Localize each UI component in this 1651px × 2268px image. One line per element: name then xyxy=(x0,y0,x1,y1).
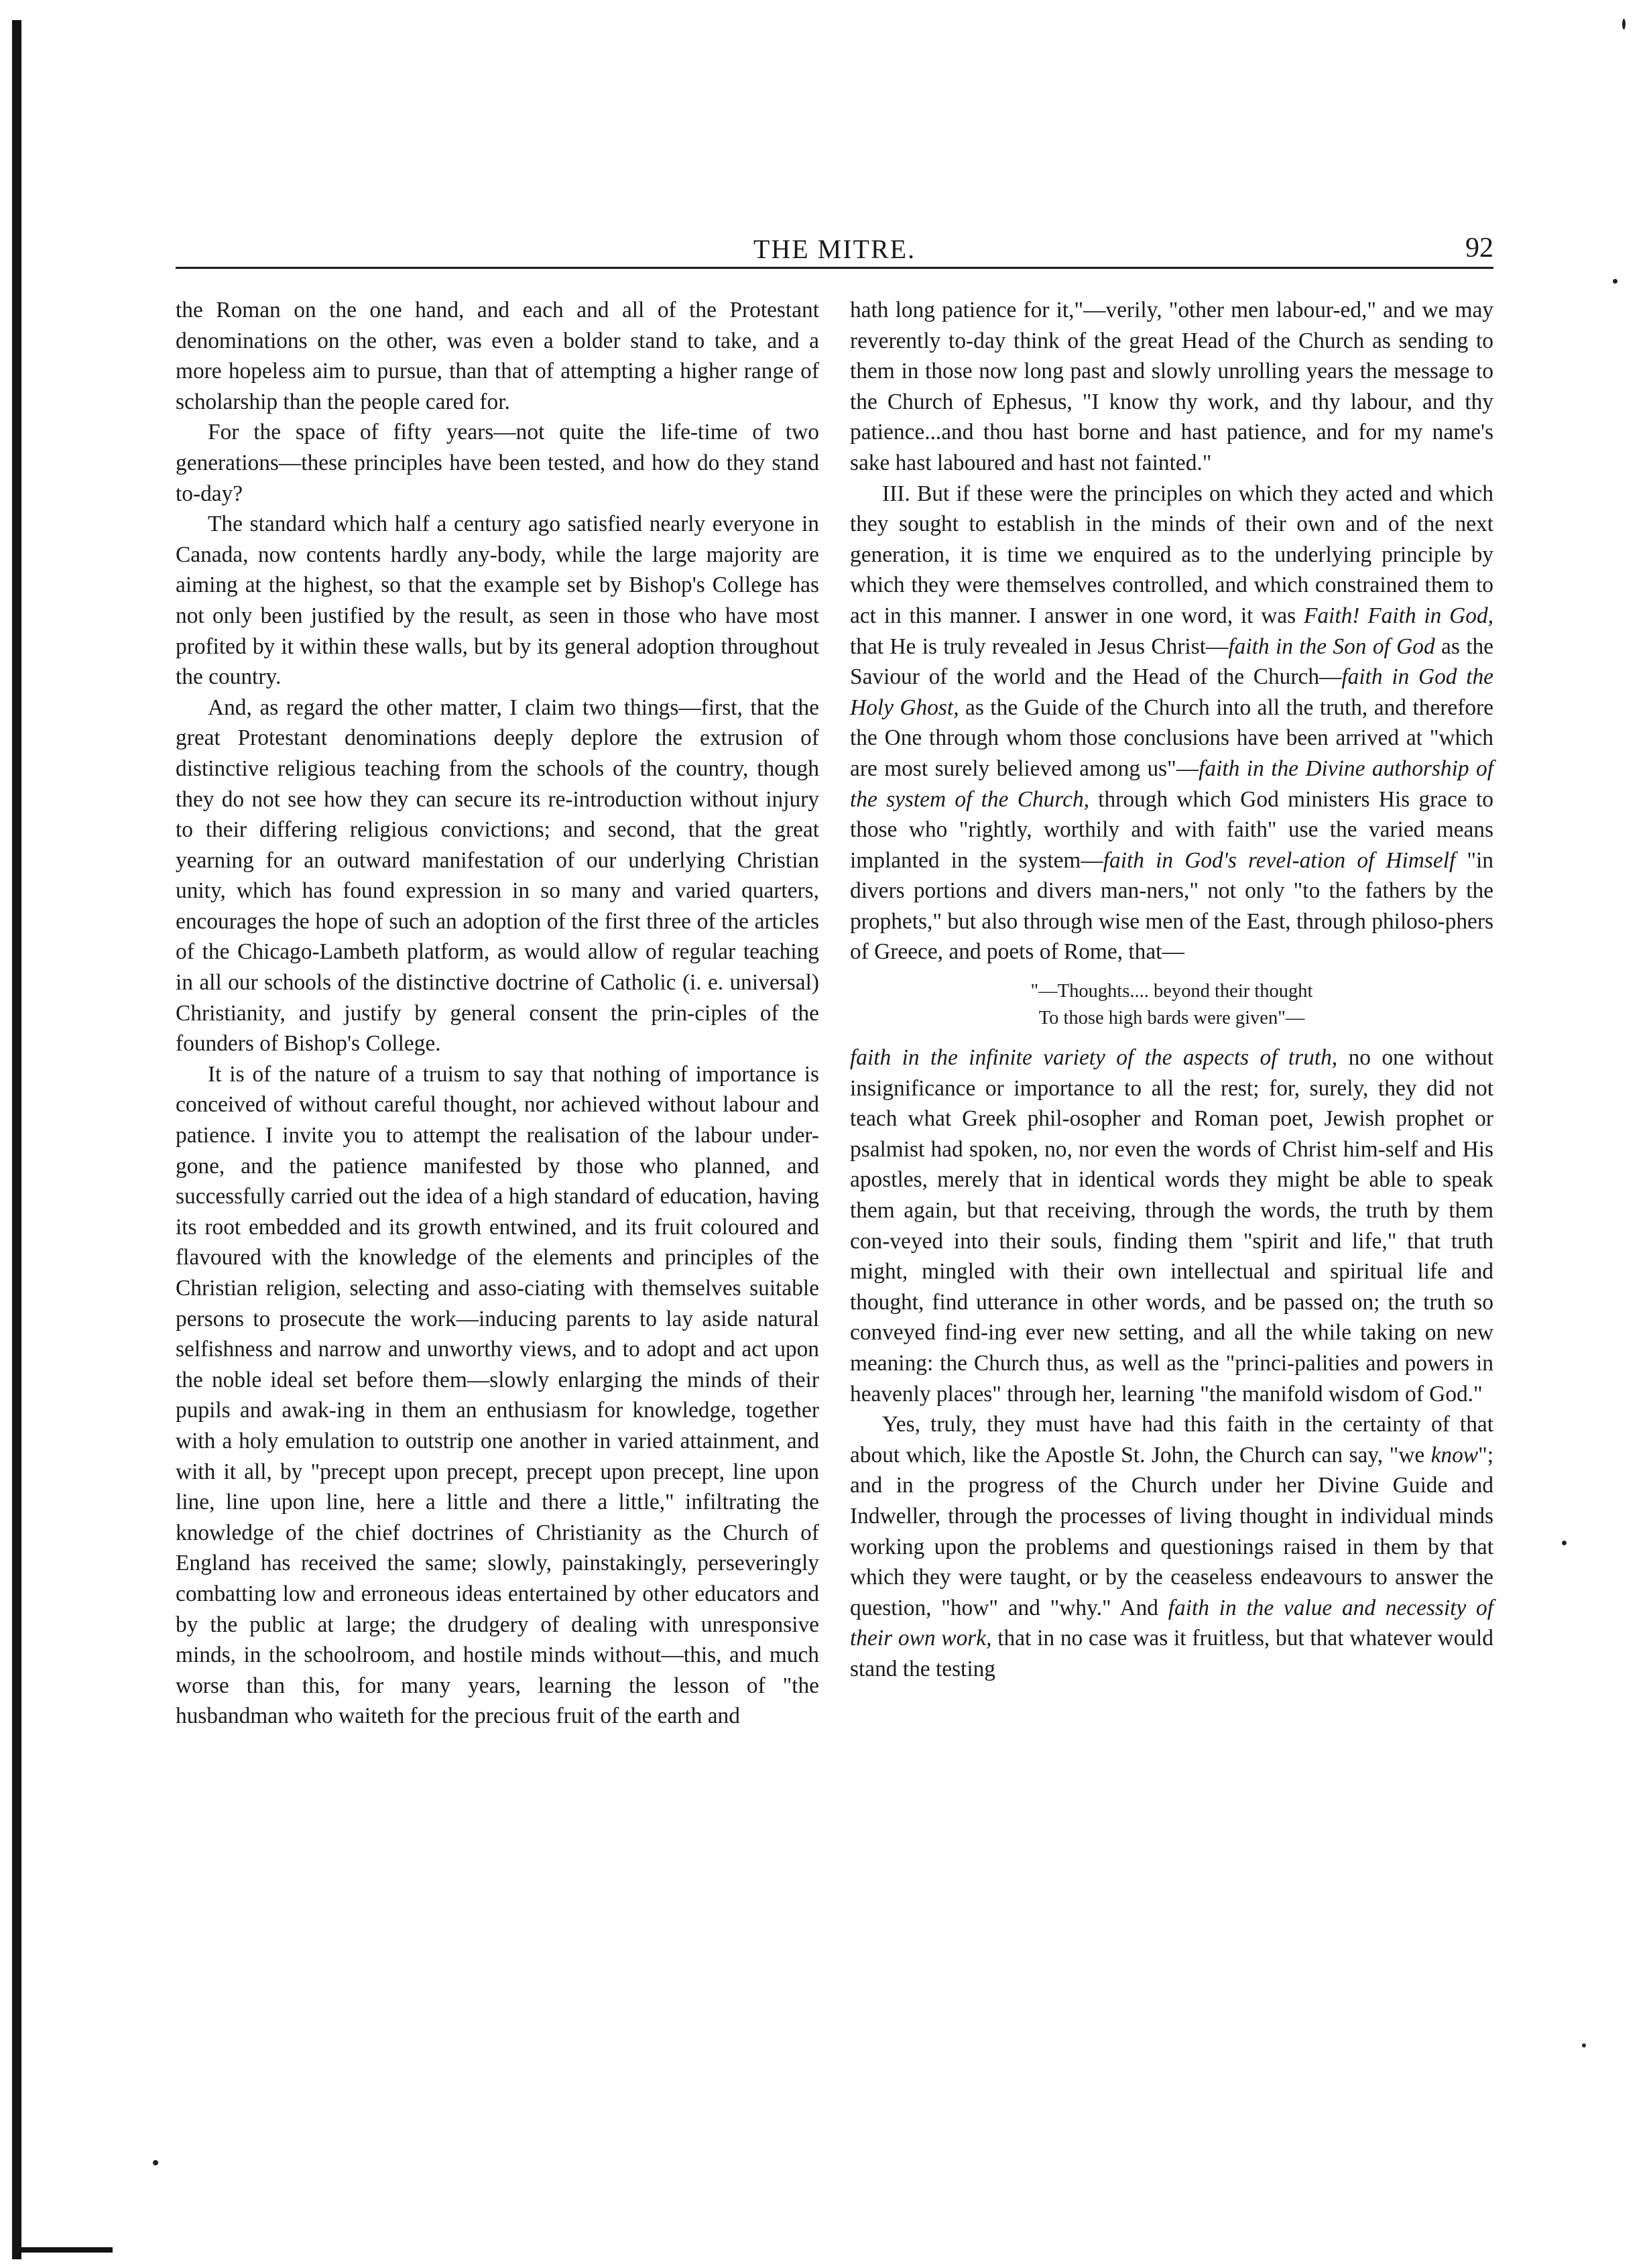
paragraph xyxy=(850,479,1493,968)
paragraph xyxy=(850,1409,1493,1684)
speck xyxy=(1613,279,1617,284)
text-run: Yes, truly, they must have had this faith in the certainty of that about which, like the Apostle St. John, the Church can say, "we xyxy=(850,1412,1493,1468)
paragraph: And, as regard the other matter, I claim two things—first, that the great Protestant denominations deeply deplore the extrusion of distinctive religious teaching from the schools of the country, though they do not see how they can secure its re-introduction without injury to their differing religious convictions; and second, that the great yearning for an outward manifestation of our underlying Christian unity, which has found expression in so many and varied quarters, encourages the hope of such an adoption of the first three of the articles of the Chicago-Lambeth platform, as would allow of regular teaching in all our schools of the distinctive doctrine of Catholic (i. e. universal) Christianity, and justify by general consent the prin-ciples of the founders of Bishop's College. xyxy=(176,695,819,1057)
paragraph xyxy=(850,1042,1493,1409)
text-run: as the Saviour of the world and the Head of the Church— xyxy=(850,634,1493,690)
speck xyxy=(1582,2043,1586,2047)
paragraph: It is of the nature of a truism to say that nothing of importance is conceived of without careful thought, nor achieved without labour and patience. I invite you to attempt the realisation of the labour under-gone, and the patience manifested by those who planned, and successfully carried out the idea of a high standard of education, having its root embedded and its growth entwined, and its fruit coloured and flavoured with the knowledge of the elements and principles of the Christian religion, selecting and asso-ciating with themselves suitable persons to prosecute the work—inducing parents to lay aside natural selfishness and narrow and unworthy views, and to adopt and act upon the noble ideal set before them—slowly enlarging the minds of their pupils and awak-ing in them an enthusiasm for knowledge, together with a holy emulation to outstrip one another in varied attainment, and with it all, by "precept upon precept, precept upon precept, line upon line, line upon line, here a little and there a little," infiltrating the knowledge of the chief doctrines of Christianity as the Church of England has received the same; slowly, painstakingly, perseveringly combatting low and erroneous ideas entertained by other educators and by the public at large; the drudgery of dealing with unresponsive minds, in the schoolroom, and hostile minds without—this, and much worse than this, for many years, learning the lesson of "the husbandman who waiteth for the precious fruit of the earth and xyxy=(176,1061,819,1729)
verse-quote xyxy=(850,978,1493,1032)
verse-line: "—Thoughts.... beyond their thought xyxy=(1030,981,1313,1002)
text-run: as the Guide of the Church into all the truth, and therefore the One through whom those conclusions have been arrived at "which are most surely believed among us"— xyxy=(850,695,1493,781)
right-column xyxy=(850,295,1493,1685)
italic-run: faith in God the Holy Ghost, xyxy=(850,664,1493,720)
paragraph: The standard which half a century ago satisfied nearly everyone in Canada, now contents hardly any-body, while the large majority are aiming at the highest, so that the example set by Bishop's College has not only been justified by the result, as seen in those who have most profited by it within these walls, but by its general adoption throughout the country. xyxy=(176,512,819,690)
italic-run: faith in God's revel-ation of Himself xyxy=(1103,847,1456,873)
italic-run: faith in the value and necessity of their own work, xyxy=(850,1595,1493,1651)
speck xyxy=(1562,1541,1567,1545)
text-run: that in no case was it fruitless, but that whatever would stand the testing xyxy=(850,1626,1493,1681)
text-run: no one without insignificance or importance to all the rest; for, surely, they did not teach what Greek phil-osopher and Roman poet, Jewish prophet or psalmist had spoken, no, nor even the words of Christ him-self and His apostles, merely that in identical words they might be able to speak them again, but that receiving, through the words, the truth by them con-veyed into their souls, finding them "spirit and life," that truth might, mingled with their own intellectual and spiritual life and thought, find utterance in other words, and be passed on; the truth so conveyed find-ing ever new setting, and all the while taking on new meaning: the Church thus, as well as the "princi-palities and powers in heavenly places" through her, learning "the manifold wisdom of God." xyxy=(850,1045,1493,1407)
speck xyxy=(1622,19,1626,29)
left-column xyxy=(176,295,819,1732)
text-run: "; and in the progress of the Church under her Divine Guide and Indweller, through the processes of living thought in individual minds working upon the problems and questionings raised in them by that which they were taught, or by the ceaseless endeavours to answer the question, "how" and "why." And xyxy=(850,1442,1493,1620)
binding-foot xyxy=(12,2247,113,2253)
page-header xyxy=(176,228,1493,268)
italic-run: Faith! Faith in God, xyxy=(1303,603,1493,628)
paragraph: the Roman on the one hand, and each and all of the Protestant denominations on the other, was even a bolder stand to take, and a more hopeless aim to pursue, than that of attempting a higher range of scholarship than the people cared for. xyxy=(176,298,819,414)
italic-run: faith in the infinite variety of the aspects of truth, xyxy=(850,1045,1338,1071)
running-head: THE MITRE. xyxy=(753,234,916,264)
paragraph: hath long patience for it,"—verily, "other men labour-ed," and we may reverently to-day think of the great Head of the Church as sending to them in those now long past and slowly unrolling years the message to the Church of Ephesus, "I know thy work, and thy labour, and thy patience...and thou hast borne and hast patience, and for my name's sake hast laboured and hast not fainted." xyxy=(850,298,1493,475)
italic-run: know xyxy=(1430,1442,1479,1468)
text-run: that He is truly revealed in Jesus Christ— xyxy=(850,634,1229,659)
text-run: through which God ministers His grace to those who "rightly, worthily and with faith" use the varied means implanted in the system— xyxy=(850,786,1493,873)
speck xyxy=(153,2160,158,2165)
paragraph: For the space of fifty years—not quite the life-time of two generations—these principles have been tested, and how do they stand to-day? xyxy=(176,420,819,506)
text-run: "in divers portions and divers man-ners," not only "to the fathers by the prophets," but also through wise men of the East, through philoso-phers of Greece, and poets of Rome, that— xyxy=(850,847,1493,965)
verse-line: To those high bards were given"— xyxy=(1038,1008,1305,1029)
italic-run: faith in the Son of God xyxy=(1228,634,1435,659)
italic-run: faith in the Divine authorship of the system of the Church, xyxy=(850,756,1493,812)
binding-edge xyxy=(12,20,21,2259)
header-rule xyxy=(176,267,1493,269)
text-run: III. But if these were the principles on which they acted and which they sought to establish in the minds of their own and of the next generation, it is time we enquired as to the underlying principle by which they were themselves controlled, and which constrained them to act in this manner. I answer in one word, it was xyxy=(850,481,1493,628)
page-number: 92 xyxy=(1465,233,1493,263)
